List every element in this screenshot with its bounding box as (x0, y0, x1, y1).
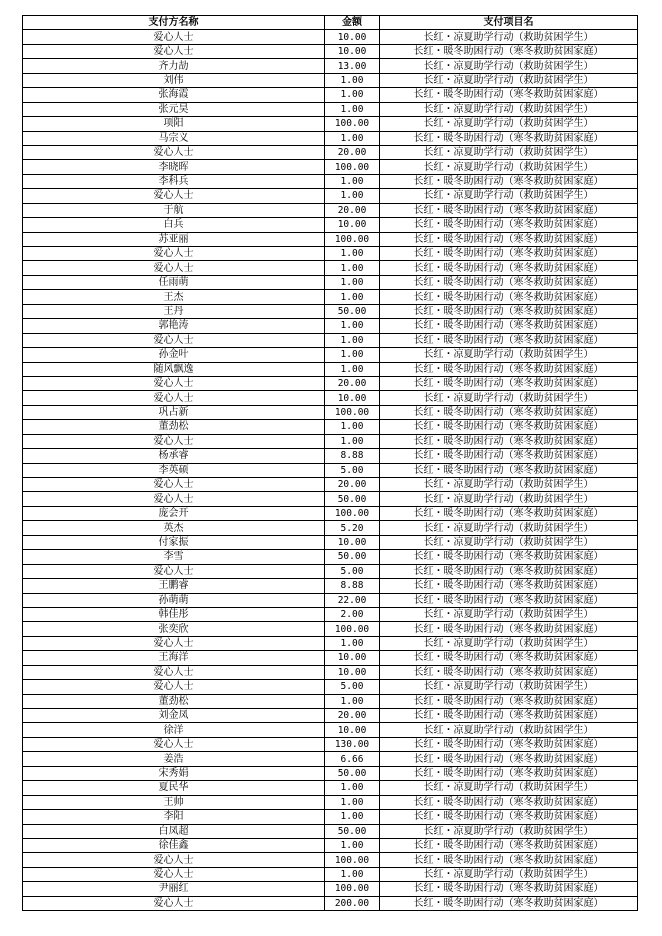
table-row (23, 232, 638, 246)
project-name-cell: 长红・凉夏助学行动（救助贫困学生） (380, 73, 638, 87)
table-row (23, 795, 638, 809)
amount-cell: 1.00 (325, 362, 380, 376)
table-row (23, 319, 638, 333)
payer-name-cell: 项阳 (23, 117, 325, 131)
project-name-cell: 长红・暖冬助困行动（寒冬救助贫困家庭） (380, 362, 638, 376)
table-row (23, 261, 638, 275)
amount-cell: 1.00 (325, 290, 380, 304)
payer-name-cell: 爱心人士 (23, 44, 325, 58)
payer-name-cell: 李雪 (23, 550, 325, 564)
amount-cell: 8.88 (325, 579, 380, 593)
project-name-cell: 长红・暖冬助困行动（寒冬救助贫困家庭） (380, 622, 638, 636)
header-amount: 金额 (325, 16, 380, 30)
table-row (23, 376, 638, 390)
amount-cell: 100.00 (325, 853, 380, 867)
amount-cell: 20.00 (325, 376, 380, 390)
payer-name-cell: 爱心人士 (23, 391, 325, 405)
project-name-cell: 长红・暖冬助困行动（寒冬救助贫困家庭） (380, 795, 638, 809)
project-name-cell: 长红・暖冬助困行动（寒冬救助贫困家庭） (380, 665, 638, 679)
project-name-cell: 长红・暖冬助困行动（寒冬救助贫困家庭） (380, 896, 638, 910)
amount-cell: 10.00 (325, 218, 380, 232)
table-row (23, 651, 638, 665)
amount-cell: 1.00 (325, 73, 380, 87)
table-row (23, 694, 638, 708)
payer-name-cell: 李晓晖 (23, 160, 325, 174)
payer-name-cell: 徐佳鑫 (23, 838, 325, 852)
payer-name-cell: 王鹏睿 (23, 579, 325, 593)
project-name-cell: 长红・暖冬助困行动（寒冬救助贫困家庭） (380, 333, 638, 347)
project-name-cell: 长红・凉夏助学行动（救助贫困学生） (380, 145, 638, 159)
table-row (23, 478, 638, 492)
amount-cell: 1.00 (325, 333, 380, 347)
table-row (23, 867, 638, 881)
project-name-cell: 长红・凉夏助学行动（救助贫困学生） (380, 867, 638, 881)
table-row (23, 810, 638, 824)
table-row (23, 766, 638, 780)
table-row (23, 781, 638, 795)
project-name-cell: 长红・暖冬助困行动（寒冬救助贫困家庭） (380, 709, 638, 723)
payer-name-cell: 爱心人士 (23, 247, 325, 261)
project-name-cell: 长红・凉夏助学行动（救助贫困学生） (380, 680, 638, 694)
payer-name-cell: 庞会开 (23, 506, 325, 520)
payer-name-cell: 随风飘逸 (23, 362, 325, 376)
amount-cell: 1.00 (325, 247, 380, 261)
payer-name-cell: 夏民华 (23, 781, 325, 795)
amount-cell: 100.00 (325, 405, 380, 419)
project-name-cell: 长红・暖冬助困行动（寒冬救助贫困家庭） (380, 290, 638, 304)
header-row (23, 16, 638, 30)
payer-name-cell: 爱心人士 (23, 853, 325, 867)
amount-cell: 1.00 (325, 694, 380, 708)
amount-cell: 1.00 (325, 838, 380, 852)
table-row (23, 391, 638, 405)
project-name-cell: 长红・暖冬助困行动（寒冬救助贫困家庭） (380, 579, 638, 593)
project-name-cell: 长红・暖冬助困行动（寒冬救助贫困家庭） (380, 463, 638, 477)
table-row (23, 665, 638, 679)
project-name-cell: 长红・凉夏助学行动（救助贫困学生） (380, 391, 638, 405)
project-name-cell: 长红・凉夏助学行动（救助贫困学生） (380, 189, 638, 203)
payer-name-cell: 杨承睿 (23, 449, 325, 463)
table-row (23, 853, 638, 867)
payer-name-cell: 徐洋 (23, 723, 325, 737)
project-name-cell: 长红・凉夏助学行动（救助贫困学生） (380, 492, 638, 506)
payer-name-cell: 白凤超 (23, 824, 325, 838)
table-row (23, 304, 638, 318)
amount-cell: 1.00 (325, 781, 380, 795)
table-row (23, 680, 638, 694)
payer-name-cell: 付家振 (23, 535, 325, 549)
table-row (23, 348, 638, 362)
payer-name-cell: 董劲松 (23, 694, 325, 708)
project-name-cell: 长红・暖冬助困行动（寒冬救助贫困家庭） (380, 232, 638, 246)
table-row (23, 896, 638, 910)
table-row (23, 709, 638, 723)
project-name-cell: 长红・暖冬助困行动（寒冬救助贫困家庭） (380, 275, 638, 289)
payer-name-cell: 姜浩 (23, 752, 325, 766)
payer-name-cell: 王海洋 (23, 651, 325, 665)
payer-name-cell: 爱心人士 (23, 261, 325, 275)
project-name-cell: 长红・暖冬助困行动（寒冬救助贫困家庭） (380, 766, 638, 780)
table-row (23, 131, 638, 145)
amount-cell: 1.00 (325, 131, 380, 145)
amount-cell: 1.00 (325, 102, 380, 116)
header-project-name: 支付项目名 (380, 16, 638, 30)
amount-cell: 10.00 (325, 535, 380, 549)
amount-cell: 50.00 (325, 550, 380, 564)
project-name-cell: 长红・暖冬助困行动（寒冬救助贫困家庭） (380, 420, 638, 434)
project-name-cell: 长红・暖冬助困行动（寒冬救助贫困家庭） (380, 434, 638, 448)
project-name-cell: 长红・暖冬助困行动（寒冬救助贫困家庭） (380, 810, 638, 824)
amount-cell: 100.00 (325, 117, 380, 131)
project-name-cell: 长红・暖冬助困行动（寒冬救助贫困家庭） (380, 550, 638, 564)
payer-name-cell: 李阳 (23, 810, 325, 824)
amount-cell: 13.00 (325, 59, 380, 73)
table-row (23, 333, 638, 347)
project-name-cell: 长红・暖冬助困行动（寒冬救助贫困家庭） (380, 88, 638, 102)
amount-cell: 10.00 (325, 723, 380, 737)
payer-name-cell: 尹丽红 (23, 882, 325, 896)
project-name-cell: 长红・暖冬助困行动（寒冬救助贫困家庭） (380, 737, 638, 751)
amount-cell: 10.00 (325, 44, 380, 58)
payer-name-cell: 郭艳涛 (23, 319, 325, 333)
payer-name-cell: 爱心人士 (23, 564, 325, 578)
payer-name-cell: 爱心人士 (23, 333, 325, 347)
payer-name-cell: 王丹 (23, 304, 325, 318)
amount-cell: 1.00 (325, 88, 380, 102)
table-row (23, 564, 638, 578)
amount-cell: 1.00 (325, 867, 380, 881)
project-name-cell: 长红・暖冬助困行动（寒冬救助贫困家庭） (380, 838, 638, 852)
payer-name-cell: 白兵 (23, 218, 325, 232)
payer-name-cell: 爱心人士 (23, 492, 325, 506)
table-row (23, 247, 638, 261)
project-name-cell: 长红・暖冬助困行动（寒冬救助贫困家庭） (380, 261, 638, 275)
amount-cell: 1.00 (325, 174, 380, 188)
amount-cell: 100.00 (325, 506, 380, 520)
table-row (23, 203, 638, 217)
project-name-cell: 长红・凉夏助学行动（救助贫困学生） (380, 723, 638, 737)
amount-cell: 50.00 (325, 824, 380, 838)
project-name-cell: 长红・暖冬助困行动（寒冬救助贫困家庭） (380, 405, 638, 419)
project-name-cell: 长红・凉夏助学行动（救助贫困学生） (380, 521, 638, 535)
payer-name-cell: 孙金叶 (23, 348, 325, 362)
table-row (23, 174, 638, 188)
table-row (23, 145, 638, 159)
project-name-cell: 长红・暖冬助困行动（寒冬救助贫困家庭） (380, 376, 638, 390)
amount-cell: 50.00 (325, 766, 380, 780)
payer-name-cell: 孙萌萌 (23, 593, 325, 607)
project-name-cell: 长红・凉夏助学行动（救助贫困学生） (380, 59, 638, 73)
amount-cell: 1.00 (325, 275, 380, 289)
amount-cell: 5.00 (325, 564, 380, 578)
project-name-cell: 长红・凉夏助学行动（救助贫困学生） (380, 30, 638, 44)
project-name-cell: 长红・暖冬助困行动（寒冬救助贫困家庭） (380, 131, 638, 145)
payer-name-cell: 张元昊 (23, 102, 325, 116)
table-row (23, 622, 638, 636)
amount-cell: 5.00 (325, 463, 380, 477)
payer-name-cell: 刘伟 (23, 73, 325, 87)
payer-name-cell: 任雨萌 (23, 275, 325, 289)
table-row (23, 535, 638, 549)
project-name-cell: 长红・凉夏助学行动（救助贫困学生） (380, 636, 638, 650)
payer-name-cell: 爱心人士 (23, 867, 325, 881)
payer-name-cell: 爱心人士 (23, 145, 325, 159)
project-name-cell: 长红・暖冬助困行动（寒冬救助贫困家庭） (380, 319, 638, 333)
payer-name-cell: 王帅 (23, 795, 325, 809)
amount-cell: 20.00 (325, 145, 380, 159)
table-row (23, 752, 638, 766)
table-row (23, 405, 638, 419)
amount-cell: 100.00 (325, 622, 380, 636)
project-name-cell: 长红・凉夏助学行动（救助贫困学生） (380, 348, 638, 362)
amount-cell: 1.00 (325, 189, 380, 203)
payer-name-cell: 巩占新 (23, 405, 325, 419)
table-header (23, 16, 638, 30)
project-name-cell: 长红・暖冬助困行动（寒冬救助贫困家庭） (380, 651, 638, 665)
payer-name-cell: 爱心人士 (23, 30, 325, 44)
table-row (23, 521, 638, 535)
amount-cell: 6.66 (325, 752, 380, 766)
payer-name-cell: 于航 (23, 203, 325, 217)
project-name-cell: 长红・暖冬助困行动（寒冬救助贫困家庭） (380, 882, 638, 896)
amount-cell: 1.00 (325, 795, 380, 809)
table-row (23, 737, 638, 751)
project-name-cell: 长红・暖冬助困行动（寒冬救助贫困家庭） (380, 44, 638, 58)
table-row (23, 59, 638, 73)
project-name-cell: 长红・暖冬助困行动（寒冬救助贫困家庭） (380, 506, 638, 520)
header-payer-name: 支付方名称 (23, 16, 325, 30)
table-body (23, 30, 638, 911)
table-row (23, 550, 638, 564)
table-row (23, 492, 638, 506)
table-row (23, 506, 638, 520)
amount-cell: 10.00 (325, 651, 380, 665)
table-row (23, 117, 638, 131)
payer-name-cell: 宋秀娟 (23, 766, 325, 780)
project-name-cell: 长红・暖冬助困行动（寒冬救助贫困家庭） (380, 694, 638, 708)
amount-cell: 1.00 (325, 434, 380, 448)
table-row (23, 607, 638, 621)
table-row (23, 463, 638, 477)
table-row (23, 189, 638, 203)
project-name-cell: 长红・凉夏助学行动（救助贫困学生） (380, 478, 638, 492)
project-name-cell: 长红・暖冬助困行动（寒冬救助贫困家庭） (380, 247, 638, 261)
payer-name-cell: 英杰 (23, 521, 325, 535)
amount-cell: 100.00 (325, 160, 380, 174)
project-name-cell: 长红・暖冬助困行动（寒冬救助贫困家庭） (380, 304, 638, 318)
project-name-cell: 长红・暖冬助困行动（寒冬救助贫困家庭） (380, 853, 638, 867)
project-name-cell: 长红・凉夏助学行动（救助贫困学生） (380, 117, 638, 131)
table-row (23, 449, 638, 463)
payer-name-cell: 齐力劼 (23, 59, 325, 73)
amount-cell: 20.00 (325, 203, 380, 217)
project-name-cell: 长红・暖冬助困行动（寒冬救助贫困家庭） (380, 203, 638, 217)
payer-name-cell: 李科兵 (23, 174, 325, 188)
payer-name-cell: 爱心人士 (23, 376, 325, 390)
amount-cell: 1.00 (325, 810, 380, 824)
amount-cell: 100.00 (325, 882, 380, 896)
amount-cell: 10.00 (325, 30, 380, 44)
payer-name-cell: 韩佳彤 (23, 607, 325, 621)
payer-name-cell: 刘金凤 (23, 709, 325, 723)
payer-name-cell: 马宗义 (23, 131, 325, 145)
payer-name-cell: 苏亚丽 (23, 232, 325, 246)
table-row (23, 88, 638, 102)
project-name-cell: 长红・暖冬助困行动（寒冬救助贫困家庭） (380, 593, 638, 607)
project-name-cell: 长红・暖冬助困行动（寒冬救助贫困家庭） (380, 449, 638, 463)
table-row (23, 44, 638, 58)
table-row (23, 579, 638, 593)
payer-name-cell: 董劲松 (23, 420, 325, 434)
table-row (23, 218, 638, 232)
payer-name-cell: 爱心人士 (23, 636, 325, 650)
amount-cell: 1.00 (325, 420, 380, 434)
payer-name-cell: 爱心人士 (23, 434, 325, 448)
amount-cell: 100.00 (325, 232, 380, 246)
payer-name-cell: 爱心人士 (23, 189, 325, 203)
amount-cell: 200.00 (325, 896, 380, 910)
payer-name-cell: 爱心人士 (23, 680, 325, 694)
table-row (23, 593, 638, 607)
payer-name-cell: 爱心人士 (23, 478, 325, 492)
project-name-cell: 长红・暖冬助困行动（寒冬救助贫困家庭） (380, 752, 638, 766)
project-name-cell: 长红・暖冬助困行动（寒冬救助贫困家庭） (380, 564, 638, 578)
amount-cell: 20.00 (325, 478, 380, 492)
amount-cell: 2.00 (325, 607, 380, 621)
project-name-cell: 长红・凉夏助学行动（救助贫困学生） (380, 824, 638, 838)
amount-cell: 10.00 (325, 391, 380, 405)
table-row (23, 362, 638, 376)
table-row (23, 882, 638, 896)
table-row (23, 824, 638, 838)
payer-name-cell: 爱心人士 (23, 737, 325, 751)
project-name-cell: 长红・凉夏助学行动（救助贫困学生） (380, 102, 638, 116)
project-name-cell: 长红・暖冬助困行动（寒冬救助贫困家庭） (380, 218, 638, 232)
table-row (23, 290, 638, 304)
table-row (23, 723, 638, 737)
amount-cell: 50.00 (325, 304, 380, 318)
payer-name-cell: 张奕欣 (23, 622, 325, 636)
amount-cell: 8.88 (325, 449, 380, 463)
table-row (23, 838, 638, 852)
amount-cell: 1.00 (325, 348, 380, 362)
amount-cell: 20.00 (325, 709, 380, 723)
amount-cell: 50.00 (325, 492, 380, 506)
table-row (23, 160, 638, 174)
amount-cell: 22.00 (325, 593, 380, 607)
amount-cell: 130.00 (325, 737, 380, 751)
table-row (23, 102, 638, 116)
payer-name-cell: 王杰 (23, 290, 325, 304)
payer-name-cell: 爱心人士 (23, 665, 325, 679)
amount-cell: 10.00 (325, 665, 380, 679)
table-row (23, 434, 638, 448)
table-row (23, 73, 638, 87)
table-row (23, 636, 638, 650)
amount-cell: 5.00 (325, 680, 380, 694)
donation-table (22, 15, 638, 911)
table-row (23, 420, 638, 434)
project-name-cell: 长红・凉夏助学行动（救助贫困学生） (380, 607, 638, 621)
payer-name-cell: 李英硕 (23, 463, 325, 477)
amount-cell: 5.20 (325, 521, 380, 535)
project-name-cell: 长红・凉夏助学行动（救助贫困学生） (380, 160, 638, 174)
project-name-cell: 长红・暖冬助困行动（寒冬救助贫困家庭） (380, 174, 638, 188)
project-name-cell: 长红・凉夏助学行动（救助贫困学生） (380, 781, 638, 795)
project-name-cell: 长红・凉夏助学行动（救助贫困学生） (380, 535, 638, 549)
amount-cell: 1.00 (325, 636, 380, 650)
table-row (23, 275, 638, 289)
amount-cell: 1.00 (325, 261, 380, 275)
table-row (23, 30, 638, 44)
payer-name-cell: 爱心人士 (23, 896, 325, 910)
payer-name-cell: 张海霞 (23, 88, 325, 102)
amount-cell: 1.00 (325, 319, 380, 333)
